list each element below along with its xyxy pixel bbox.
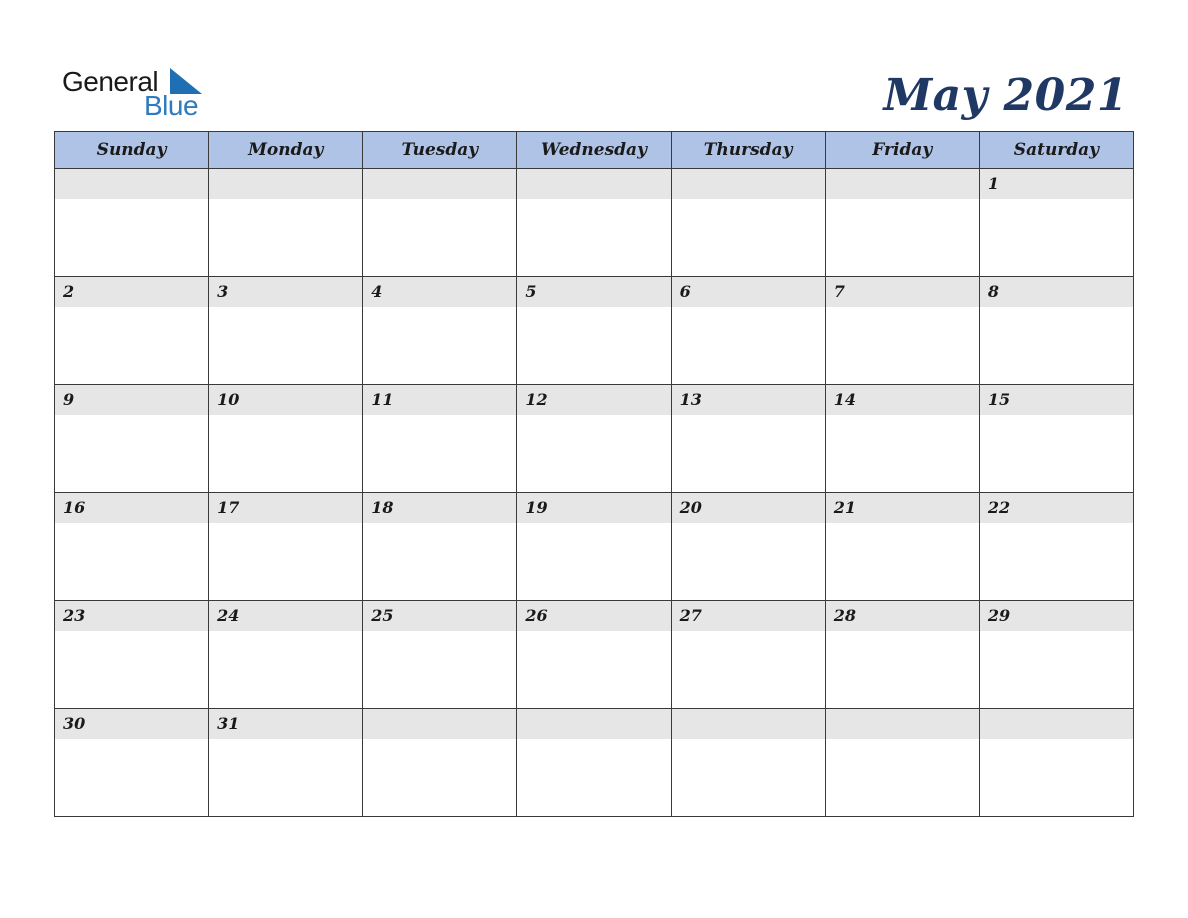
day-number: 22	[980, 493, 1133, 523]
day-cell[interactable]	[363, 169, 517, 277]
week-row-6	[55, 709, 1134, 817]
day-number: 23	[55, 601, 208, 631]
calendar-grid	[54, 131, 1134, 817]
day-cell[interactable]	[825, 385, 979, 493]
day-number	[363, 709, 516, 739]
day-cell[interactable]	[517, 493, 671, 601]
day-cell[interactable]	[979, 709, 1133, 817]
day-number: 18	[363, 493, 516, 523]
day-number	[672, 169, 825, 199]
day-cell[interactable]	[671, 277, 825, 385]
day-cell[interactable]	[825, 601, 979, 709]
day-number: 19	[517, 493, 670, 523]
day-number: 7	[826, 277, 979, 307]
day-number	[363, 169, 516, 199]
day-cell[interactable]	[209, 385, 363, 493]
day-number: 15	[980, 385, 1133, 415]
day-cell[interactable]	[517, 169, 671, 277]
day-number	[672, 709, 825, 739]
day-number: 28	[826, 601, 979, 631]
weekday-tuesday: Tuesday	[363, 132, 517, 169]
day-cell[interactable]	[671, 709, 825, 817]
day-cell[interactable]	[209, 601, 363, 709]
day-number: 27	[672, 601, 825, 631]
day-cell[interactable]	[363, 385, 517, 493]
day-number: 11	[363, 385, 516, 415]
day-number: 30	[55, 709, 208, 739]
week-row-2	[55, 277, 1134, 385]
day-number	[517, 709, 670, 739]
day-number: 14	[826, 385, 979, 415]
week-row-4	[55, 493, 1134, 601]
day-cell[interactable]	[671, 493, 825, 601]
day-number: 25	[363, 601, 516, 631]
day-number	[55, 169, 208, 199]
day-number: 26	[517, 601, 670, 631]
day-cell[interactable]	[825, 169, 979, 277]
day-number: 13	[672, 385, 825, 415]
day-number: 4	[363, 277, 516, 307]
day-cell[interactable]	[209, 709, 363, 817]
day-number: 31	[209, 709, 362, 739]
day-cell[interactable]	[363, 277, 517, 385]
day-cell[interactable]	[517, 601, 671, 709]
day-number: 5	[517, 277, 670, 307]
day-cell[interactable]	[363, 709, 517, 817]
day-number: 17	[209, 493, 362, 523]
day-cell[interactable]	[209, 277, 363, 385]
day-cell[interactable]	[55, 169, 209, 277]
weekday-header-row	[55, 132, 1134, 169]
week-row-5	[55, 601, 1134, 709]
day-cell[interactable]	[55, 385, 209, 493]
day-number: 21	[826, 493, 979, 523]
day-number: 8	[980, 277, 1133, 307]
day-cell[interactable]	[825, 709, 979, 817]
day-cell[interactable]	[979, 601, 1133, 709]
day-number: 3	[209, 277, 362, 307]
day-number	[209, 169, 362, 199]
day-cell[interactable]	[517, 709, 671, 817]
week-row-3	[55, 385, 1134, 493]
weekday-friday: Friday	[825, 132, 979, 169]
day-cell[interactable]	[671, 385, 825, 493]
day-cell[interactable]	[979, 385, 1133, 493]
day-number: 24	[209, 601, 362, 631]
weekday-saturday: Saturday	[979, 132, 1133, 169]
day-cell[interactable]	[55, 709, 209, 817]
day-cell[interactable]	[979, 493, 1133, 601]
logo-text-general: General	[62, 66, 159, 97]
day-number	[980, 709, 1133, 739]
logo	[62, 66, 212, 122]
day-cell[interactable]	[979, 277, 1133, 385]
day-cell[interactable]	[209, 493, 363, 601]
day-cell[interactable]	[363, 493, 517, 601]
day-cell[interactable]	[517, 277, 671, 385]
day-cell[interactable]	[671, 169, 825, 277]
day-cell[interactable]	[671, 601, 825, 709]
day-number: 10	[209, 385, 362, 415]
weekday-sunday: Sunday	[55, 132, 209, 169]
day-number: 16	[55, 493, 208, 523]
day-number	[826, 169, 979, 199]
day-cell[interactable]	[55, 277, 209, 385]
day-cell[interactable]	[55, 493, 209, 601]
day-number: 6	[672, 277, 825, 307]
day-number: 9	[55, 385, 208, 415]
day-number	[826, 709, 979, 739]
day-number: 20	[672, 493, 825, 523]
day-cell[interactable]	[363, 601, 517, 709]
day-cell[interactable]	[825, 493, 979, 601]
page-title: May 2021	[883, 70, 1128, 121]
day-cell[interactable]	[209, 169, 363, 277]
day-number: 12	[517, 385, 670, 415]
day-number: 1	[980, 169, 1133, 199]
day-number	[517, 169, 670, 199]
day-number: 2	[55, 277, 208, 307]
logo-text-blue: Blue	[144, 90, 199, 121]
day-cell[interactable]	[979, 169, 1133, 277]
day-cell[interactable]	[55, 601, 209, 709]
weekday-monday: Monday	[209, 132, 363, 169]
day-cell[interactable]	[517, 385, 671, 493]
day-number: 29	[980, 601, 1133, 631]
day-cell[interactable]	[825, 277, 979, 385]
weekday-wednesday: Wednesday	[517, 132, 671, 169]
week-row-1	[55, 169, 1134, 277]
weekday-thursday: Thursday	[671, 132, 825, 169]
